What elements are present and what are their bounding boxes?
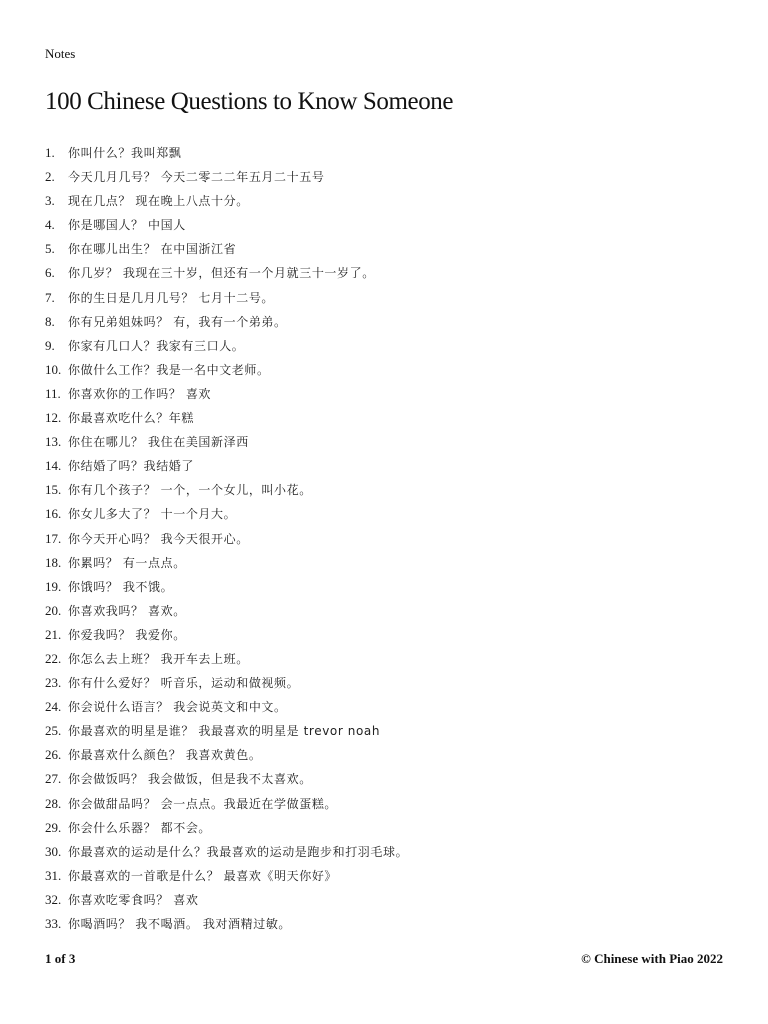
question-text: 你会什么乐器？ 都不会。 xyxy=(68,820,212,835)
question-item xyxy=(45,888,408,912)
question-item xyxy=(45,792,408,816)
question-text: 你最喜欢吃什么？年糕 xyxy=(68,411,195,426)
question-number: 5. xyxy=(45,241,55,257)
question-text: 你怎么去上班？ 我开车去上班。 xyxy=(68,651,249,666)
page-number: 1 of 3 xyxy=(45,951,76,966)
question-number: 17. xyxy=(45,530,62,546)
question-item xyxy=(45,575,408,599)
question-item xyxy=(45,527,408,551)
question-number: 29. xyxy=(45,819,62,835)
question-text: 你家有几口人？我家有三口人。 xyxy=(68,338,245,353)
question-item xyxy=(45,286,408,310)
question-item xyxy=(45,261,408,285)
question-number: 22. xyxy=(45,650,62,666)
question-number: 10. xyxy=(45,361,62,377)
question-number: 23. xyxy=(45,675,62,691)
question-number: 20. xyxy=(45,602,62,618)
question-item xyxy=(45,671,408,695)
question-text: 你几岁？ 我现在三十岁，但还有一个月就三十一岁了。 xyxy=(68,266,375,281)
question-text: 今天几月几号？ 今天二零二二年五月二十五号 xyxy=(68,170,325,185)
question-number: 16. xyxy=(45,506,62,522)
question-item xyxy=(45,743,408,767)
question-text: 你在哪儿出生？ 在中国浙江省 xyxy=(68,242,237,257)
question-item xyxy=(45,382,408,406)
question-number: 14. xyxy=(45,458,62,474)
question-number: 33. xyxy=(45,916,62,931)
question-text: 现在几点？ 现在晚上八点十分。 xyxy=(68,194,249,209)
question-item xyxy=(45,623,408,647)
question-item xyxy=(45,840,408,864)
question-item xyxy=(45,816,408,840)
question-number: 25. xyxy=(45,723,62,739)
question-item xyxy=(45,213,408,237)
question-text: 你住在哪儿？ 我住在美国新泽西 xyxy=(68,435,249,450)
question-number: 9. xyxy=(45,337,55,353)
question-number: 1. xyxy=(45,145,55,160)
question-item xyxy=(45,430,408,454)
question-number: 32. xyxy=(45,891,62,907)
question-number: 30. xyxy=(45,843,62,859)
question-text: 你今天开心吗？ 我今天很开心。 xyxy=(68,531,249,546)
question-text: 你最喜欢什么颜色？ 我喜欢黄色。 xyxy=(68,748,262,763)
question-text: 你最喜欢的运动是什么？我最喜欢的运动是跑步和打羽毛球。 xyxy=(68,844,409,859)
question-item xyxy=(45,719,408,743)
question-text: 你结婚了吗？我结婚了 xyxy=(68,459,195,474)
question-text: 你喜欢我吗？ 喜欢。 xyxy=(68,603,186,618)
question-item xyxy=(45,310,408,334)
question-number: 13. xyxy=(45,434,62,450)
question-item xyxy=(45,189,408,213)
question-text: 你女儿多大了？ 十一个月大。 xyxy=(68,507,237,522)
question-text: 你饿吗？ 我不饿。 xyxy=(68,579,174,594)
question-number: 19. xyxy=(45,578,62,594)
question-item xyxy=(45,767,408,791)
question-text: 你最喜欢的一首歌是什么？ 最喜欢《明天你好》 xyxy=(68,868,338,883)
question-text: 你有什么爱好？ 听音乐，运动和做视频。 xyxy=(68,676,300,691)
question-text: 你有几个孩子？ 一个，一个女儿，叫小花。 xyxy=(68,483,312,498)
question-text: 你做什么工作？我是一名中文老师。 xyxy=(68,362,270,377)
question-item xyxy=(45,358,408,382)
question-item xyxy=(45,334,408,358)
question-number: 4. xyxy=(45,217,55,233)
document-title: 100 Chinese Questions to Know Someone xyxy=(45,88,454,115)
question-item xyxy=(45,141,408,165)
question-item xyxy=(45,502,408,526)
question-text: 你累吗？ 有一点点。 xyxy=(68,555,186,570)
question-list xyxy=(45,141,408,936)
question-item xyxy=(45,551,408,575)
question-number: 8. xyxy=(45,313,55,329)
question-number: 15. xyxy=(45,482,62,498)
question-number: 2. xyxy=(45,169,55,185)
question-text: 你的生日是几月几号？ 七月十二号。 xyxy=(68,290,275,305)
question-number: 27. xyxy=(45,771,62,787)
question-text: 你会说什么语言？ 我会说英文和中文。 xyxy=(68,700,287,715)
question-text: 你喜欢你的工作吗？ 喜欢 xyxy=(68,386,212,401)
question-number: 26. xyxy=(45,747,62,763)
question-number: 31. xyxy=(45,867,62,883)
question-item xyxy=(45,912,408,936)
question-number: 11. xyxy=(45,385,61,401)
question-text: 你叫什么？我叫郑飘 xyxy=(68,146,182,160)
question-item xyxy=(45,695,408,719)
question-number: 3. xyxy=(45,193,55,209)
question-text: 你是哪国人？ 中国人 xyxy=(68,218,186,233)
question-item xyxy=(45,454,408,478)
question-item xyxy=(45,599,408,623)
question-item xyxy=(45,237,408,261)
question-text: 你最喜欢的明星是谁？ 我最喜欢的明星是 trevor noah xyxy=(68,724,381,739)
question-item xyxy=(45,406,408,430)
question-text: 你有兄弟姐妹吗？ 有，我有一个弟弟。 xyxy=(68,314,287,329)
question-item xyxy=(45,478,408,502)
question-text: 你喝酒吗？ 我不喝酒。 我对酒精过敏。 xyxy=(68,917,292,931)
question-item xyxy=(45,647,408,671)
question-number: 18. xyxy=(45,554,62,570)
question-number: 6. xyxy=(45,265,55,281)
question-number: 12. xyxy=(45,410,62,426)
question-text: 你爱我吗？ 我爱你。 xyxy=(68,627,186,642)
question-number: 28. xyxy=(45,795,62,811)
header-notes-label: Notes xyxy=(45,46,76,61)
question-text: 你会做饭吗？ 我会做饭，但是我不太喜欢。 xyxy=(68,772,312,787)
question-item xyxy=(45,864,408,888)
question-number: 24. xyxy=(45,699,62,715)
question-item xyxy=(45,165,408,189)
question-number: 7. xyxy=(45,289,55,305)
question-text: 你喜欢吃零食吗？ 喜欢 xyxy=(68,892,199,907)
copyright-notice: © Chinese with Piao 2022 xyxy=(581,951,723,966)
question-text: 你会做甜品吗？ 会一点点。我最近在学做蛋糕。 xyxy=(68,796,338,811)
question-number: 21. xyxy=(45,626,62,642)
